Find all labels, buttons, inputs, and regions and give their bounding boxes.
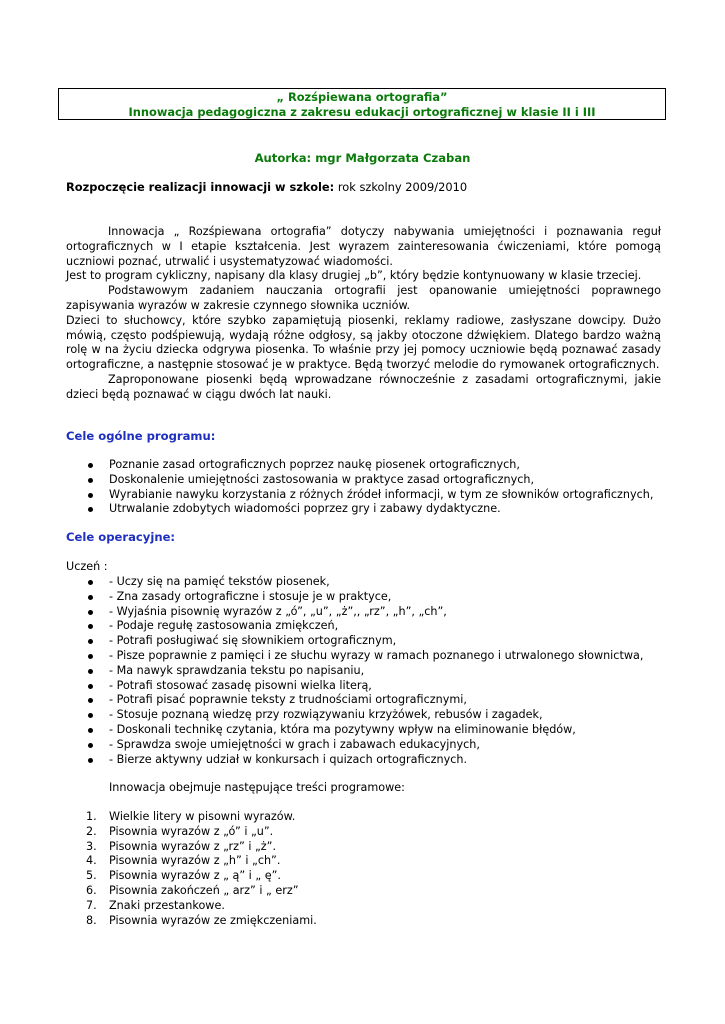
list-item bbox=[66, 840, 317, 855]
list-item-text: Pisownia wyrazów z „rz” i „ż”. bbox=[109, 839, 277, 853]
list-item bbox=[66, 914, 317, 929]
list-item-text: - Potrafi posługiwać się słownikiem ortograficznym, bbox=[109, 634, 397, 648]
intro-paragraph-1: Innowacja „ Rozśpiewana ortografia” dotyczy nabywania umiejętności i poznawania reguł ortograficznych w I etapie kształcenia. Jest wyrazem zainteresowania ćwiczeniami, które pomogą uczniowi poznać, utrwalić i usystematyzować wiadomości. bbox=[66, 225, 661, 268]
list-item-text: Doskonalenie umiejętności zastosowania w praktyce zasad ortograficznych, bbox=[109, 472, 535, 486]
list-item-text: - Wyjaśnia pisownię wyrazów z „ó”, „u”, „ż”,, „rz”, „h”, „ch”, bbox=[109, 604, 447, 618]
start-value: rok szkolny 2009/2010 bbox=[334, 180, 468, 194]
list-item bbox=[66, 649, 666, 664]
list-item-text: Znaki przestankowe. bbox=[109, 898, 225, 912]
list-item-text: - Uczy się na pamięć tekstów piosenek, bbox=[109, 575, 330, 588]
list-item bbox=[66, 869, 317, 884]
intro-section bbox=[66, 225, 661, 403]
title-box bbox=[58, 88, 666, 120]
list-item-text: Utrwalanie zdobytych wiadomości poprzez gry i zabawy dydaktyczne. bbox=[109, 502, 501, 516]
list-item-text: Pisownia wyrazów z „ ą” i „ ę”. bbox=[109, 869, 281, 883]
list-number: 5. bbox=[86, 869, 97, 883]
author-line: Autorka: mgr Małgorzata Czaban bbox=[254, 151, 471, 165]
list-item-text: - Potrafi pisać poprawnie teksty z trudnościami ortograficznymi, bbox=[109, 693, 467, 707]
intro-paragraph-3: Podstawowym zadaniem nauczania ortografii jest opanowanie umiejętności poprawnego zapisywania wyrazów w zakresie czynnego słownika uczniów. bbox=[66, 284, 661, 312]
list-item-text: Pisownia wyrazów z „ó” i „u”. bbox=[109, 824, 274, 838]
bullet-icon bbox=[88, 610, 93, 615]
list-item bbox=[66, 664, 666, 679]
program-content-list bbox=[66, 810, 317, 928]
list-number: 8. bbox=[86, 913, 97, 927]
list-item-text: - Stosuje poznaną wiedzę przy rozwiązywaniu krzyżówek, rebusów i zagadek, bbox=[109, 708, 543, 722]
list-item-text: - Podaje regułę zastosowania zmiękczeń, bbox=[109, 619, 339, 633]
bullet-icon bbox=[88, 669, 93, 674]
general-goals-heading: Cele ogólne programu: bbox=[66, 429, 216, 443]
list-number: 6. bbox=[86, 883, 97, 897]
intro-paragraph-5: Zaproponowane piosenki będą wprowadzane równocześnie z zasadami ortograficznymi, jakie dzieci będą poznawać w ciągu dwóch lat nauki. bbox=[66, 372, 661, 401]
list-item bbox=[66, 899, 317, 914]
list-item bbox=[66, 605, 666, 620]
bullet-icon bbox=[88, 743, 93, 748]
list-item bbox=[66, 825, 317, 840]
list-item bbox=[66, 679, 666, 694]
list-item bbox=[66, 693, 666, 708]
bullet-icon bbox=[88, 493, 93, 498]
list-item-text: Wyrabianie nawyku korzystania z różnych źródeł informacji, w tym ze słowników ortograficznych, bbox=[109, 487, 654, 501]
bullet-icon bbox=[88, 580, 93, 585]
bullet-icon bbox=[88, 507, 93, 512]
list-item bbox=[66, 575, 666, 590]
list-item bbox=[66, 619, 666, 634]
list-item bbox=[66, 854, 317, 869]
list-number: 4. bbox=[86, 854, 97, 868]
list-item bbox=[66, 634, 666, 649]
bullet-icon bbox=[88, 639, 93, 644]
operational-goals-heading: Cele operacyjne: bbox=[66, 530, 176, 544]
list-number: 3. bbox=[86, 839, 97, 853]
list-number: 2. bbox=[86, 824, 97, 838]
list-item bbox=[66, 488, 666, 503]
bullet-icon bbox=[88, 478, 93, 483]
list-item-text: - Ma nawyk sprawdzania tekstu po napisaniu, bbox=[109, 663, 365, 677]
list-item-text: - Sprawdza swoje umiejętności w grach i zabawach edukacyjnych, bbox=[109, 737, 480, 751]
title-line-1: „ Rozśpiewana ortografia” bbox=[276, 90, 448, 104]
list-item-text: - Pisze poprawnie z pamięci i ze słuchu wyrazy w ramach poznanego i utrwalonego słownictwa, bbox=[109, 648, 644, 662]
list-item-text: - Bierze aktywny udział w konkursach i quizach ortograficznych. bbox=[109, 752, 468, 766]
bullet-icon bbox=[88, 624, 93, 629]
list-item-text: Pisownia wyrazów z „h” i „ch”. bbox=[109, 854, 281, 868]
bullet-icon bbox=[88, 728, 93, 733]
list-item-text: Poznanie zasad ortograficznych poprzez naukę piosenek ortograficznych, bbox=[109, 458, 520, 471]
title-line-2: Innowacja pedagogiczna z zakresu edukacji ortograficznej w klasie II i III bbox=[128, 104, 596, 119]
list-item bbox=[66, 884, 317, 899]
program-content-intro: Innowacja obejmuje następujące treści programowe: bbox=[109, 781, 405, 794]
list-item bbox=[66, 810, 317, 825]
list-number: 7. bbox=[86, 898, 97, 912]
bullet-icon bbox=[88, 758, 93, 763]
bullet-icon bbox=[88, 463, 93, 468]
general-goals-list bbox=[66, 458, 666, 517]
bullet-icon bbox=[88, 684, 93, 689]
bullet-icon bbox=[88, 698, 93, 703]
list-item bbox=[66, 753, 666, 768]
bullet-icon bbox=[88, 654, 93, 659]
list-item bbox=[66, 502, 666, 517]
intro-paragraph-4: Dzieci to słuchowcy, które szybko zapamiętują piosenki, reklamy radiowe, zasłyszane dowcipy. Dużo mówią, często podśpiewują, wydają różne odgłosy, są jakby otoczone dźwiękiem. Dlatego bardzo ważną rolę w na życiu dziecka odgrywa piosenka. To właśnie przy jej pomocy uczniowie będą poznawać zasady ortograficzne, a następnie stosować je w praktyce. Będą tworzyć melodie do rymowanek ortograficznych. bbox=[66, 313, 661, 372]
list-item bbox=[66, 708, 666, 723]
start-line bbox=[66, 180, 467, 195]
intro-paragraph-2: Jest to program cykliczny, napisany dla klasy drugiej „b”, który będzie kontynuowany w klasie trzeciej. bbox=[66, 269, 642, 283]
list-item bbox=[66, 473, 666, 488]
list-item-text: Pisownia wyrazów ze zmiękczeniami. bbox=[109, 913, 317, 927]
bullet-icon bbox=[88, 713, 93, 718]
list-item bbox=[66, 738, 666, 753]
list-item-text: Pisownia zakończeń „ arz” i „ erz” bbox=[109, 883, 299, 897]
list-item bbox=[66, 723, 666, 738]
list-item-text: Wielkie litery w pisowni wyrazów. bbox=[109, 810, 296, 823]
list-number: 1. bbox=[86, 810, 97, 823]
operational-goals-list bbox=[66, 575, 666, 767]
list-item bbox=[66, 458, 666, 473]
list-item-text: - Potrafi stosować zasadę pisowni wielka literą, bbox=[109, 678, 372, 692]
bullet-icon bbox=[88, 595, 93, 600]
start-label: Rozpoczęcie realizacji innowacji w szkole: bbox=[66, 180, 335, 194]
list-item bbox=[66, 590, 666, 605]
list-item-text: - Doskonali technikę czytania, która ma pozytywny wpływ na eliminowanie błędów, bbox=[109, 722, 576, 736]
student-label: Uczeń : bbox=[66, 560, 108, 573]
list-item-text: - Zna zasady ortograficzne i stosuje je w praktyce, bbox=[109, 589, 392, 603]
